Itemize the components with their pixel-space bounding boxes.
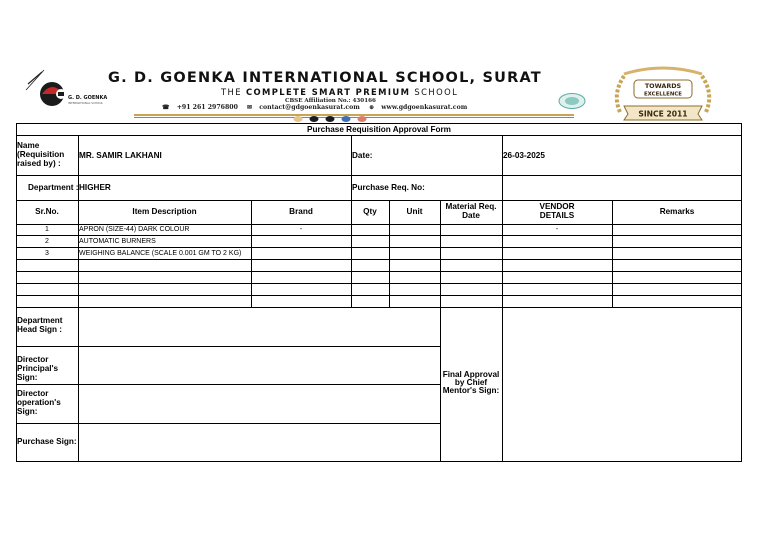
gd-goenka-logo-icon — [26, 70, 66, 106]
col-item-description: Item Description — [132, 207, 197, 216]
form-title: Purchase Requisition Approval Form — [307, 125, 451, 134]
school-name: G. D. GOENKA INTERNATIONAL SCHOOL, SURAT — [108, 70, 542, 86]
globe-icon: ⊕ — [369, 104, 375, 111]
excellence-seal — [610, 66, 716, 124]
col-qty: Qty — [363, 207, 377, 216]
col-material-req-date: Material Req. Date — [445, 202, 497, 220]
col-sr-no: Sr.No. — [35, 207, 59, 216]
director-principal-sign-label: Director Principal's Sign: — [17, 355, 59, 382]
col-unit: Unit — [406, 207, 423, 216]
name-label: Name (Requisition raised by) : — [17, 141, 65, 168]
cell-sr: 1 — [45, 226, 49, 233]
phone-number: +91 261 2976800 — [176, 104, 238, 111]
purchase-sign-label: Purchase Sign: — [17, 437, 77, 446]
accreditation-badge-icon — [557, 92, 587, 110]
form-grid-lines — [16, 123, 742, 463]
name-value: MR. SAMIR LAKHANI — [79, 151, 162, 160]
department-label: Department : — [28, 183, 79, 192]
director-operations-sign-label: Director operation's Sign: — [17, 389, 61, 416]
date-value: 26-03-2025 — [503, 151, 545, 160]
final-approval-sign-label: Final Approval by Chief Mentor's Sign: — [442, 370, 500, 395]
cell-sr: 2 — [45, 238, 49, 245]
col-vendor-details: VENDOR DETAILS — [539, 202, 575, 220]
svg-text:G. D. GOENKA: G. D. GOENKA — [68, 95, 108, 101]
cbse-affiliation: CBSE Affiliation No.: 430166 — [285, 98, 376, 104]
website-url: www.gdgoenkasurat.com — [381, 104, 468, 111]
cell-sr: 3 — [45, 250, 49, 257]
department-value: HIGHER — [79, 183, 111, 192]
decorative-dots — [292, 115, 370, 123]
phone-icon: ☎ — [162, 104, 170, 111]
col-brand: Brand — [289, 207, 313, 216]
cell-item: AUTOMATIC BURNERS — [79, 238, 156, 245]
email-address: contact@gdgoenkasurat.com — [259, 104, 360, 111]
col-remarks: Remarks — [659, 207, 695, 216]
school-tagline: THE COMPLETE SMART PREMIUM SCHOOL — [221, 87, 459, 97]
seal-text-3: SINCE 2011 — [638, 109, 688, 119]
cell-vendor: - — [555, 226, 559, 233]
contact-line — [162, 104, 474, 111]
seal-text-2: EXCELLENCE — [644, 91, 682, 98]
svg-text:INTERNATIONAL SCHOOL: INTERNATIONAL SCHOOL — [68, 101, 104, 105]
cell-item: APRON (SIZE-44) DARK COLOUR — [79, 226, 190, 233]
email-icon: ✉ — [247, 104, 253, 111]
cell-brand: - — [299, 226, 303, 233]
purchase-requisition-form — [16, 123, 742, 463]
seal-text-1: TOWARDS — [644, 82, 682, 90]
purchase-req-label: Purchase Req. No: — [352, 183, 425, 192]
date-label: Date: — [352, 151, 373, 160]
cell-item: WEIGHING BALANCE (SCALE 0.001 GM TO 2 KG) — [79, 250, 242, 257]
dept-head-sign-label: Department Head Sign : — [17, 316, 63, 334]
